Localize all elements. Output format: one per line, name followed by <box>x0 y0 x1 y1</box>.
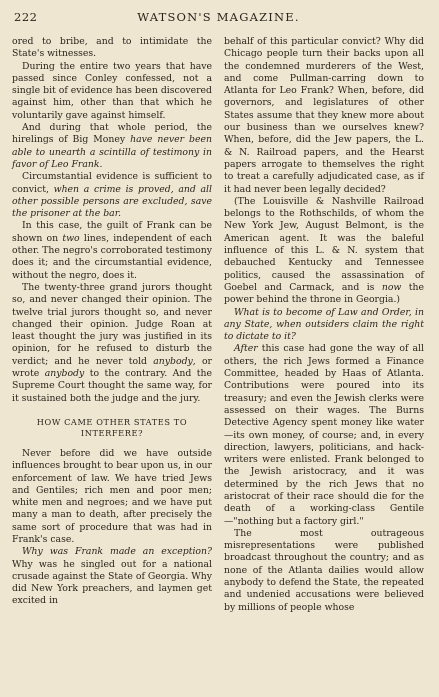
paragraph: During the entire two years that have passed since Conley confessed, not a single bit of evidence has been discovered against him, other than that which he voluntarily gave against himself. <box>12 60 212 121</box>
paragraph: Never before did we have outside influences brought to bear upon us, in our enforcement of law. We have tried Jews and Gentiles; rich men and poor men; white men and negroes; and we have put many a man to death, after precisely the same sort of procedure that was had in Frank's case. <box>12 447 212 545</box>
section-heading: HOW CAME OTHER STATES TO INTERFERE? <box>36 416 188 438</box>
paragraph: behalf of this particular convict? Why did Chicago people turn their backs upon all the condemned murderers of the West, and come Pullman-carring down to Atlanta for Leo Frank? When, before, did governors, and legislatures of other States assume that they knew more about our business than we ourselves knew? When, before, did the Jew papers, the L. & N. Railroad papers, and the Hearst papers arrogate to themselves the right to treat a carefully adjudicated case, as if it had never been legally decided? <box>224 36 424 195</box>
paragraph: What is to become of Law and Order, in any State, when outsiders claim the right to dictate to it? <box>224 306 424 343</box>
paragraph: Circumstantial evidence is sufficient to convict, when a crime is proved, and all other possible persons are excluded, save the prisoner at the bar. <box>12 171 212 220</box>
page-number: 222 <box>14 10 38 24</box>
paragraph: In this case, the guilt of Frank can be shown on two lines, independent of each other. The negro's corroborated testimony does it; and the circumstantial evidence, without the negro, does it. <box>12 220 213 281</box>
left-column <box>12 36 212 614</box>
paragraph: The twenty-three grand jurors thought so, and never changed their opinion. The twelve trial jurors thought so, and never changed their opinion. Judge Roan at least thought the jury was justified in its opinion, for he refused to disturb the verdict; and he never told anybody, or wrote anybody to the contrary. And the Supreme Court thought the same way, for it sustained both the judge and the jury. <box>12 281 213 404</box>
paragraph: The most outrageous misrepresentations were published broadcast throughout the country; and as none of the Atlanta dailies would allow anybody to defend the State, the repeated and undenied accusations were believed by millions of people whose <box>224 527 424 613</box>
paragraph: ored to bribe, and to intimidate the State's witnesses. <box>12 36 212 60</box>
magazine-title: WATSON'S MAGAZINE. <box>137 10 300 24</box>
paragraph: And during that whole period, the hirelings of Big Money have never been able to unearth a scintilla of testimony in favor of Leo Frank. <box>12 122 212 170</box>
paragraph: (The Louisville & Nashville Railroad belongs to the Rothschilds, of whom the New York Jew, August Belmont, is the American agent. It was the baleful influence of this L. & N. system that debauched Kentucky and Tennessee politics, caused the assassination of Goebel and Carmack, and is now the power behind the throne in Georgia.) <box>224 195 424 306</box>
page-header <box>12 8 425 26</box>
text-columns <box>12 36 425 614</box>
paragraph: After this case had gone the way of all others, the rich Jews formed a Finance Committee, headed by Haas of Atlanta. Contributions were poured into its treasury; and even the Jewish clerks were assessed on their wages. The Burns Detective Agency spent money like water—its own money, of course; and, in every direction, lawyers, politicians, and hack-writers were enlisted. Frank belonged to the Jewish aristocracy, and it was determined by the rich Jews that no aristocrat of their race should die for the death of a working-class Gentile—"nothing but a factory girl." <box>224 343 424 527</box>
paragraph: Why was Frank made an exception? Why was he singled out for a national crusade against the State of Georgia. Why did New York preachers, and laymen get excited in <box>12 546 212 607</box>
right-column <box>224 36 424 614</box>
